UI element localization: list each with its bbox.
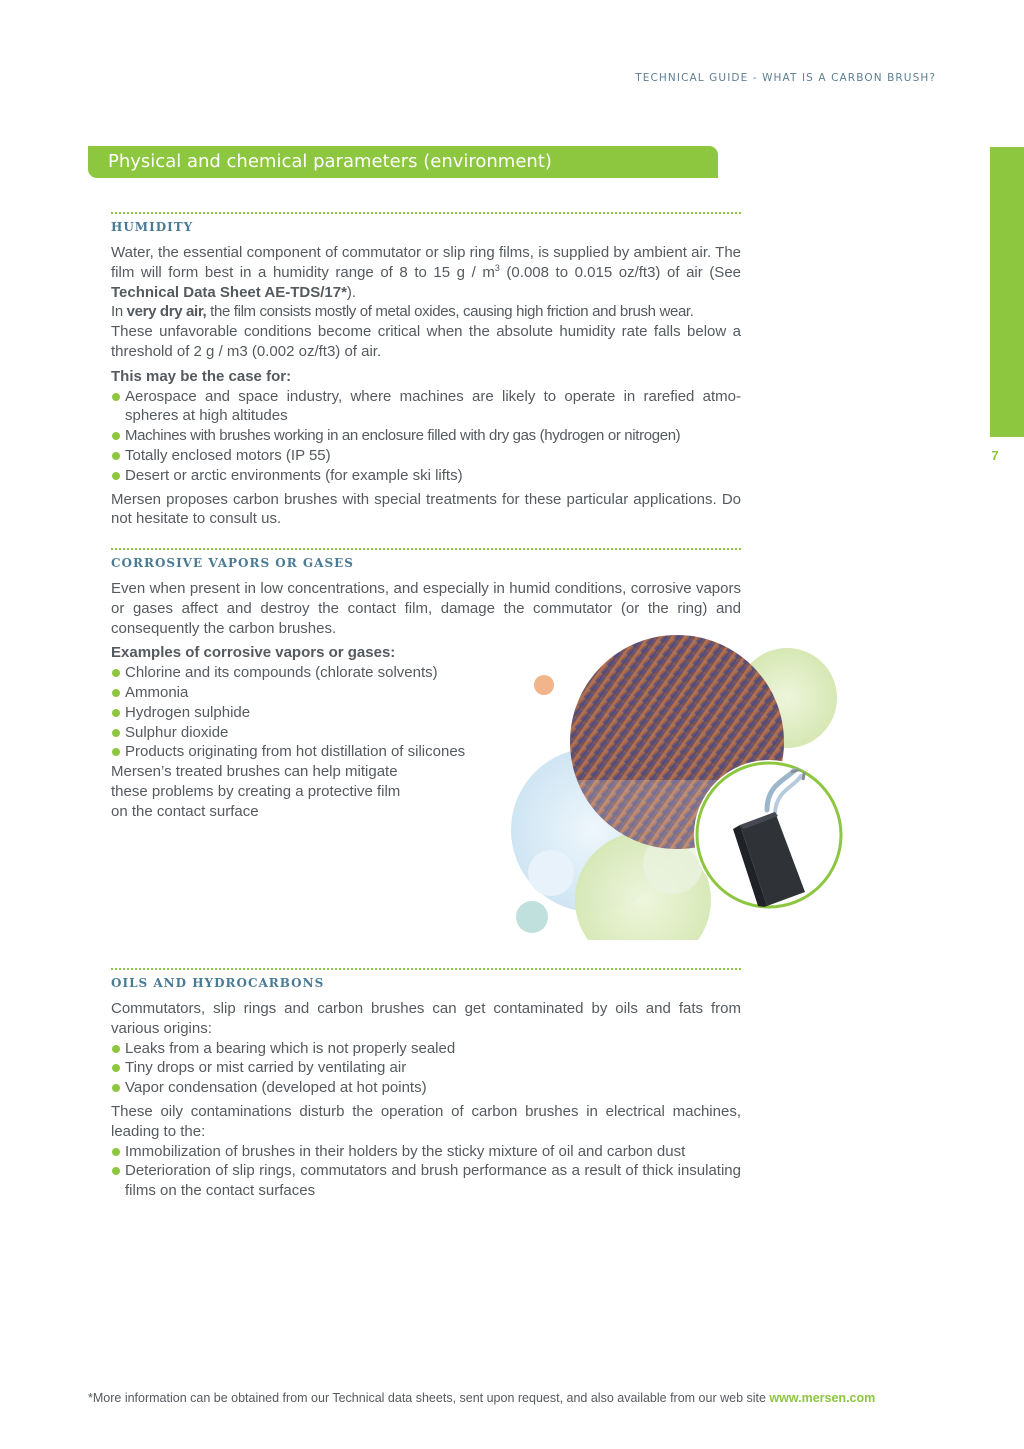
bullet-dot-icon xyxy=(112,1148,120,1156)
oils-section xyxy=(111,968,741,1201)
humidity-paragraph-1: Water, the essential component of commutator or slip ring films, is supplied by ambient air. The film will form best in a humidity range of 8 to 15 g / $m^3$ (0.008 to 0.015 oz/ft3) of air (See Technical Data Sheet AE-TDS/17*). xyxy=(111,244,741,301)
corrosive-closing: Mersen’s treated brushes can help mitigate these problems by creating a protective film on the contact surface xyxy=(111,763,401,820)
list-item: Immobilization of brushes in their holders by the sticky mixture of oil and carbon dust xyxy=(111,1142,741,1162)
humidity-section xyxy=(111,212,741,529)
list-item: Totally enclosed motors (IP 55) xyxy=(111,446,741,466)
list-item: Products originating from hot distillation of silicones xyxy=(111,742,741,762)
corrosive-intro: Even when present in low concentrations, and especially in humid conditions, corrosive vapors or gases affect and destroy the contact film, damage the commutator (or the ring) and consequently the carbon brushes. xyxy=(111,580,741,637)
bullet-dot-icon xyxy=(112,1064,120,1072)
list-item: Ammonia xyxy=(111,683,741,703)
list-item: Machines with brushes working in an enclosure filled with dry gas (hydrogen or nitrogen) xyxy=(111,426,741,446)
side-color-tab xyxy=(990,147,1024,437)
list-item: Aerospace and space industry, where machines are likely to operate in rarefied atmo-spheres at high altitudes xyxy=(111,387,741,427)
bullet-dot-icon xyxy=(112,1167,120,1175)
corrosive-examples-lead: Examples of corrosive vapors or gases: xyxy=(111,644,396,662)
humidity-cases-list xyxy=(111,387,741,486)
website-link[interactable]: www.mersen.com xyxy=(769,1391,876,1405)
bullet-dot-icon xyxy=(112,1084,120,1092)
list-item: Leaks from a bearing which is not properly sealed xyxy=(111,1039,741,1059)
humidity-heading: HUMIDITY xyxy=(111,220,194,234)
bullet-dot-icon xyxy=(112,669,120,677)
bullet-dot-icon xyxy=(112,452,120,460)
bullet-dot-icon xyxy=(112,748,120,756)
oils-sources-list xyxy=(111,1039,741,1098)
bullet-dot-icon xyxy=(112,689,120,697)
oils-effects-list xyxy=(111,1142,741,1201)
decor-circle xyxy=(516,901,548,933)
corrosive-heading: CORROSIVE VAPORS OR GASES xyxy=(111,556,354,570)
list-item: Chlorine and its compounds (chlorate solvents) xyxy=(111,663,741,683)
carbon-brush-illustration xyxy=(505,630,855,940)
list-item: Deterioration of slip rings, commutators and brush performance as a result of thick insulating films on the contact surfaces xyxy=(111,1161,741,1201)
bullet-dot-icon xyxy=(112,1045,120,1053)
bullet-dot-icon xyxy=(112,729,120,737)
dotted-divider xyxy=(111,968,741,970)
decor-circle xyxy=(534,675,554,695)
list-item: Tiny drops or mist carried by ventilating air xyxy=(111,1058,741,1078)
list-item: Vapor condensation (developed at hot points) xyxy=(111,1078,741,1098)
oils-heading: OILS AND HYDROCARBONS xyxy=(111,976,325,990)
bullet-dot-icon xyxy=(112,432,120,440)
bullet-dot-icon xyxy=(112,472,120,480)
humidity-cases-lead: This may be the case for: xyxy=(111,367,292,385)
humidity-closing: Mersen proposes carbon brushes with special treatments for these particular applications. Do not hesitate to consult us. xyxy=(111,490,741,528)
footnote: *More information can be obtained from our Technical data sheets, sent upon request, and also available from our web site www.mersen.com xyxy=(88,1391,876,1405)
bullet-dot-icon xyxy=(112,709,120,717)
dotted-divider xyxy=(111,212,741,214)
running-header: TECHNICAL GUIDE - WHAT IS A CARBON BRUSH? xyxy=(635,72,936,84)
dotted-divider xyxy=(111,548,741,550)
list-item: Hydrogen sulphide xyxy=(111,703,741,723)
list-item: Sulphur dioxide xyxy=(111,723,741,743)
decor-circle xyxy=(528,850,574,896)
section-title-banner: Physical and chemical parameters (environment) xyxy=(88,146,718,178)
oils-intro: Commutators, slip rings and carbon brushes can get contaminated by oils and fats from various origins: xyxy=(111,1000,741,1037)
oils-effects-lead: These oily contaminations disturb the operation of carbon brushes in electrical machines, leading to the: xyxy=(111,1102,741,1140)
bullet-dot-icon xyxy=(112,393,120,401)
list-item: Desert or arctic environments (for example ski lifts) xyxy=(111,466,741,486)
humidity-paragraph-3: These unfavorable conditions become critical when the absolute humidity rate falls below a threshold of 2 g / m3 (0.002 oz/ft3) of air. xyxy=(111,323,741,360)
page-number: 7 xyxy=(991,448,999,463)
humidity-paragraph-2: In very dry air, the film consists mostly of metal oxides, causing high friction and brush wear. xyxy=(111,303,694,321)
